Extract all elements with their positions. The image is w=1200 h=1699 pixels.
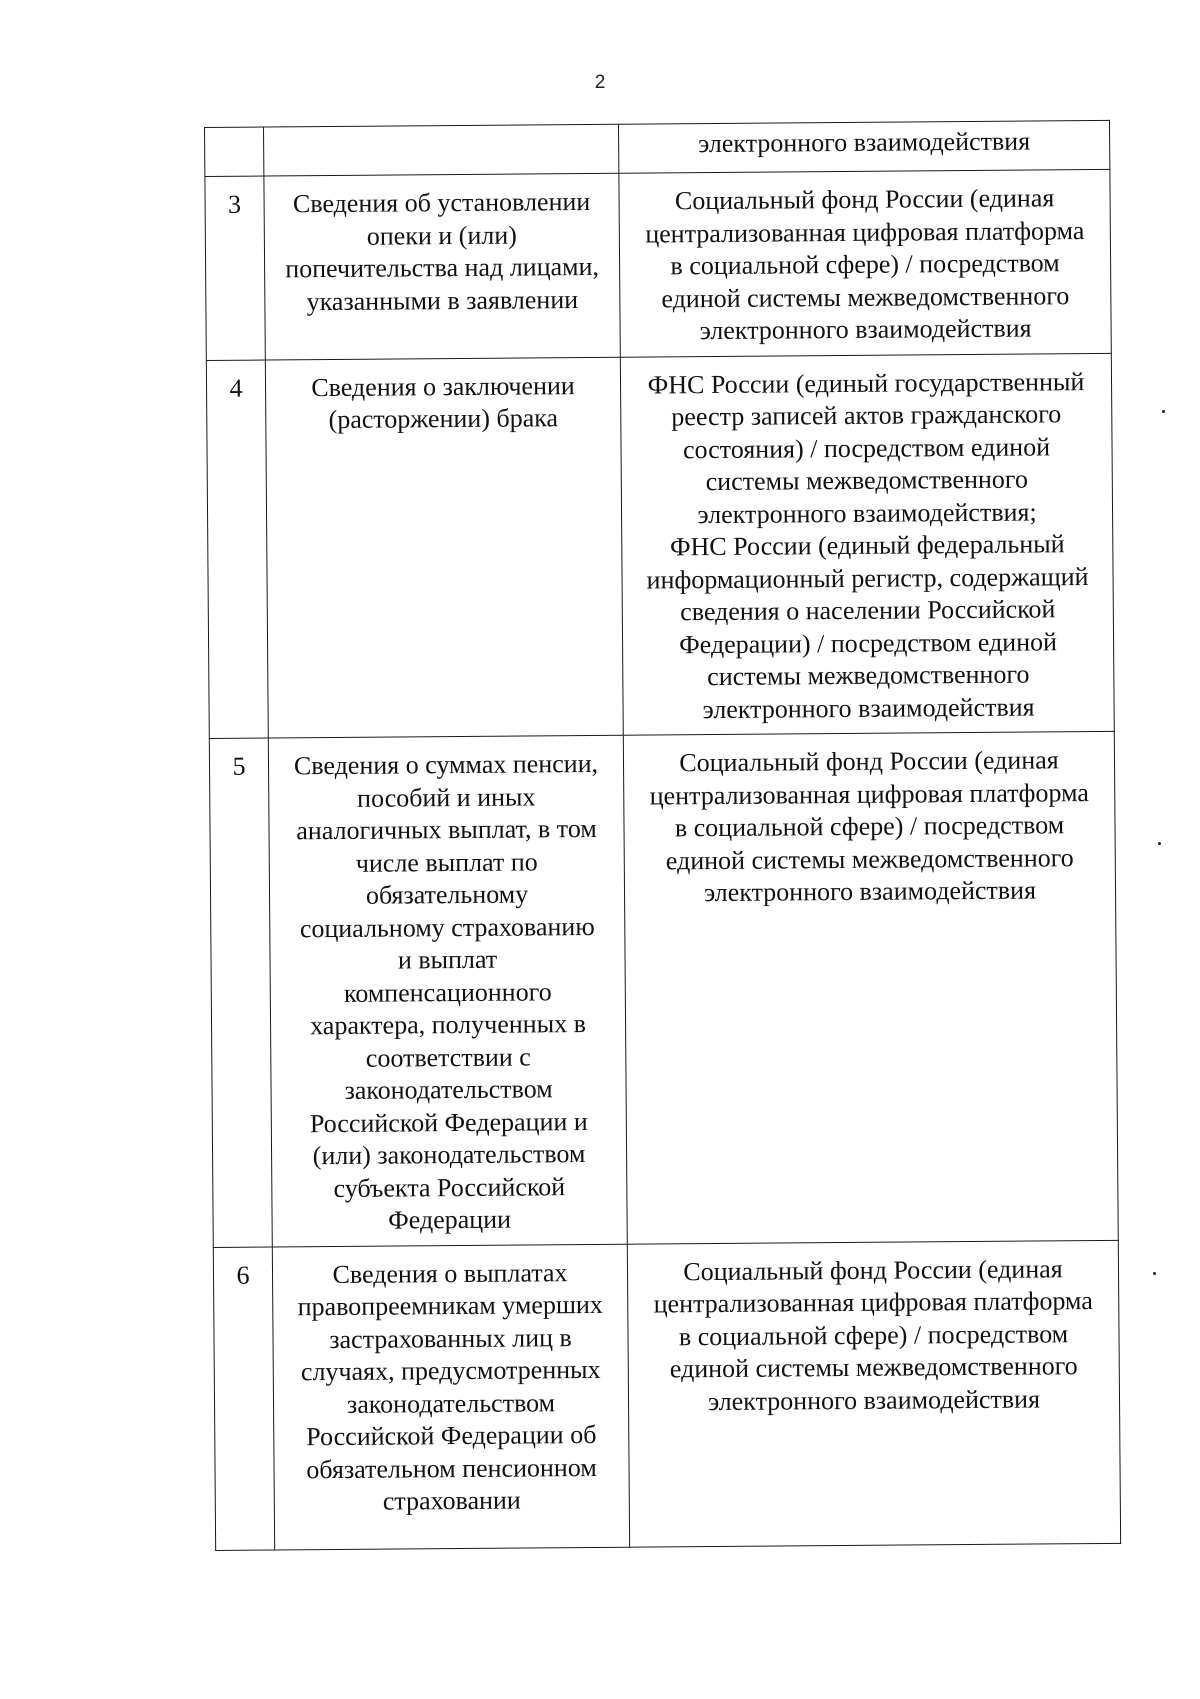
source-line: Социальный фонд России (единая [679,745,1059,778]
info-line: случаях, предусмотренных [300,1354,601,1387]
info-line: обязательном пенсионном [306,1452,597,1484]
info-cell [272,1244,629,1550]
info-line: Сведения о выплатах [332,1257,568,1289]
info-line: законодательством [346,1387,556,1419]
source-line: сведения о населении Российской [680,594,1056,627]
source-line: системы межведомственного [707,659,1030,692]
row-number-cell: 6 [213,1246,274,1549]
source-cell [619,169,1111,356]
source-cell [623,731,1118,1243]
source-line: электронного взаимодействия [699,313,1032,346]
source-line: в социальной сфере) / посредством [678,1318,1069,1351]
source-line: единой системы межведомственного [665,842,1074,875]
source-cell [627,1240,1120,1547]
info-line: обязательному [365,879,529,910]
source-cell [620,353,1114,735]
source-line: реестр записей актов гражданского [671,399,1062,432]
source-line: единой системы межведомственного [669,1351,1078,1384]
info-line: (или) законодательством [312,1139,586,1171]
info-line: Сведения о суммах пенсии, [293,748,599,781]
info-line: Федерации [388,1204,512,1235]
table-row [206,353,1114,739]
info-line: пособий и иных [356,781,536,813]
info-line: числе выплат по [355,846,538,878]
source-line: Социальный фонд России (единая [683,1253,1063,1286]
table-row-continuation [205,120,1110,176]
info-line: Сведения о заключении [311,370,575,402]
info-line: социальному страхованию [299,911,595,943]
row-number-cell: 3 [205,176,265,360]
info-cell [264,173,620,359]
source-line: централизованная цифровая платформа [653,1286,1093,1319]
row-number-cell: 5 [209,738,272,1247]
source-line: Социальный фонд России (единая [674,183,1055,216]
info-cell [268,735,627,1246]
info-line: Российской Федерации и [309,1106,588,1138]
source-line: централизованная цифровая платформа [645,215,1085,249]
source-line: электронного взаимодействия [703,875,1037,908]
source-line: в социальной сфере) / посредством [674,810,1065,843]
info-line: соответствии с [365,1041,531,1073]
info-line: компенсационного [343,976,552,1008]
row-number-cell [205,127,264,176]
data-sources-table [204,120,1121,1551]
source-line: электронного взаимодействия [707,1383,1041,1416]
page-number: 2 [594,72,606,93]
info-cell [264,124,619,176]
info-line: аналогичных выплат, в том [296,813,597,846]
info-line: субъекта Российской [333,1171,566,1203]
info-line: правопреемникам умерших [297,1289,603,1322]
scan-speck [1162,410,1165,413]
source-line: системы межведомственного [705,464,1028,497]
source-line: в социальной сфере) / посредством [670,248,1060,281]
source-line: единой системы межведомственного [661,280,1070,313]
info-line: указанными в заявлении [306,284,579,316]
source-line: электронного взаимодействия [702,691,1035,724]
row-number-cell: 4 [206,360,268,739]
info-line: Российской Федерации об [306,1419,597,1452]
info-line: характера, полученных в [310,1009,587,1041]
source-line: информационный регистр, содержащий [646,561,1089,595]
source-line: электронного взаимодействия; [697,496,1037,529]
source-cell [618,120,1109,173]
info-cell [265,357,623,738]
source-line: централизованная цифровая платформа [649,777,1089,811]
source-line: Федерации) / посредством единой [679,626,1058,659]
info-line: и выплат [397,944,498,975]
info-line: законодательством [344,1074,553,1105]
scan-speck [1153,1272,1156,1275]
table-row [205,169,1111,360]
scan-speck [1158,842,1161,845]
info-line: страховании [382,1485,521,1516]
source-line: ФНС России (единый федеральный [669,529,1065,562]
table-row [213,1240,1120,1550]
source-line: ФНС России (единый государственный [647,366,1085,400]
source-line: электронного взаимодействия [698,126,1031,159]
table-row [209,731,1118,1247]
info-line: попечительства над лицами, [285,251,600,284]
info-line: Сведения об установлении [292,186,591,219]
source-line: состояния) / посредством единой [682,431,1051,464]
info-line: опеки и (или) [366,220,517,251]
info-line: (расторжении) брака [328,403,559,435]
info-line: застрахованных лиц в [329,1322,572,1354]
